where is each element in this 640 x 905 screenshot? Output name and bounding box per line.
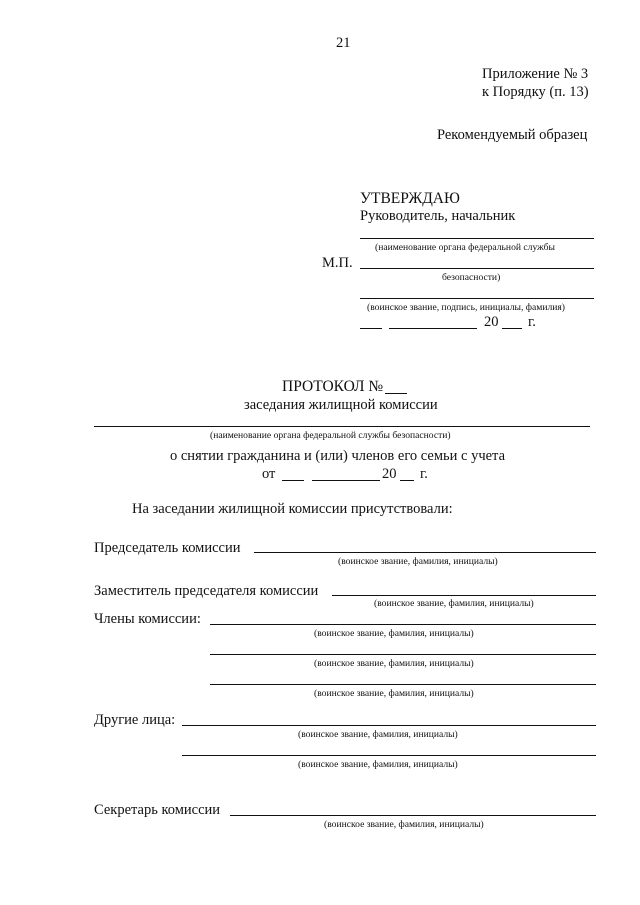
signature-caption: (воинское звание, подпись, инициалы, фамилия) [367, 302, 565, 313]
member-line-2[interactable] [210, 654, 596, 655]
protocol-subject: о снятии гражданина и (или) членов его семьи с учета [170, 448, 506, 464]
appendix-label: Приложение № 3 [482, 66, 589, 82]
others-line-2[interactable] [182, 755, 596, 756]
org-name-line-1[interactable] [360, 238, 594, 239]
approval-year-suffix: г. [528, 314, 536, 330]
protocol-number-blank[interactable] [385, 393, 407, 394]
deputy-caption: (воинское звание, фамилия, инициалы) [374, 598, 534, 609]
secretary-caption: (воинское звание, фамилия, инициалы) [324, 819, 484, 830]
protocol-year-suffix: г. [420, 466, 428, 482]
member-line-3[interactable] [210, 684, 596, 685]
signature-line[interactable] [360, 298, 594, 299]
protocol-year-blank[interactable] [400, 480, 414, 481]
order-reference: к Порядку (п. 13) [482, 84, 589, 100]
deputy-label: Заместитель председателя комиссии [94, 583, 319, 599]
protocol-year-prefix: 20 [382, 466, 397, 482]
attendance-heading: На заседании жилищной комиссии присутствовали: [132, 501, 453, 517]
approval-year-prefix: 20 [484, 314, 499, 330]
sample-note: Рекомендуемый образец [437, 127, 588, 143]
deputy-line[interactable] [332, 595, 596, 596]
approval-heading: УТВЕРЖДАЮ [360, 190, 460, 207]
member-caption-3: (воинское звание, фамилия, инициалы) [314, 688, 474, 699]
page-number: 21 [336, 35, 351, 51]
approval-position: Руководитель, начальник [360, 208, 516, 224]
protocol-subtitle: заседания жилищной комиссии [244, 397, 438, 413]
secretary-line[interactable] [230, 815, 596, 816]
members-label: Члены комиссии: [94, 611, 201, 627]
approval-year-blank[interactable] [502, 328, 522, 329]
member-caption-2: (воинское звание, фамилия, инициалы) [314, 658, 474, 669]
protocol-month-blank[interactable] [312, 480, 380, 481]
member-caption-1: (воинское звание, фамилия, инициалы) [314, 628, 474, 639]
protocol-date-from: от [262, 466, 276, 482]
secretary-label: Секретарь комиссии [94, 802, 221, 818]
org-name-caption-1: (наименование органа федеральной службы [375, 242, 555, 253]
others-line-1[interactable] [182, 725, 596, 726]
others-caption-2: (воинское звание, фамилия, инициалы) [298, 759, 458, 770]
chairman-line[interactable] [254, 552, 596, 553]
others-label: Другие лица: [94, 712, 176, 728]
chairman-label: Председатель комиссии [94, 540, 241, 556]
protocol-day-blank[interactable] [282, 480, 304, 481]
protocol-org-line[interactable] [94, 426, 590, 427]
org-name-line-2[interactable] [360, 268, 594, 269]
protocol-title: ПРОТОКОЛ № [282, 378, 384, 395]
approval-day-blank[interactable] [360, 328, 382, 329]
member-line-1[interactable] [210, 624, 596, 625]
chairman-caption: (воинское звание, фамилия, инициалы) [338, 556, 498, 567]
others-caption-1: (воинское звание, фамилия, инициалы) [298, 729, 458, 740]
approval-month-blank[interactable] [389, 328, 477, 329]
protocol-org-caption: (наименование органа федеральной службы безопасности) [210, 430, 451, 441]
stamp-label: М.П. [322, 255, 353, 271]
org-name-caption-2: безопасности) [442, 272, 501, 283]
